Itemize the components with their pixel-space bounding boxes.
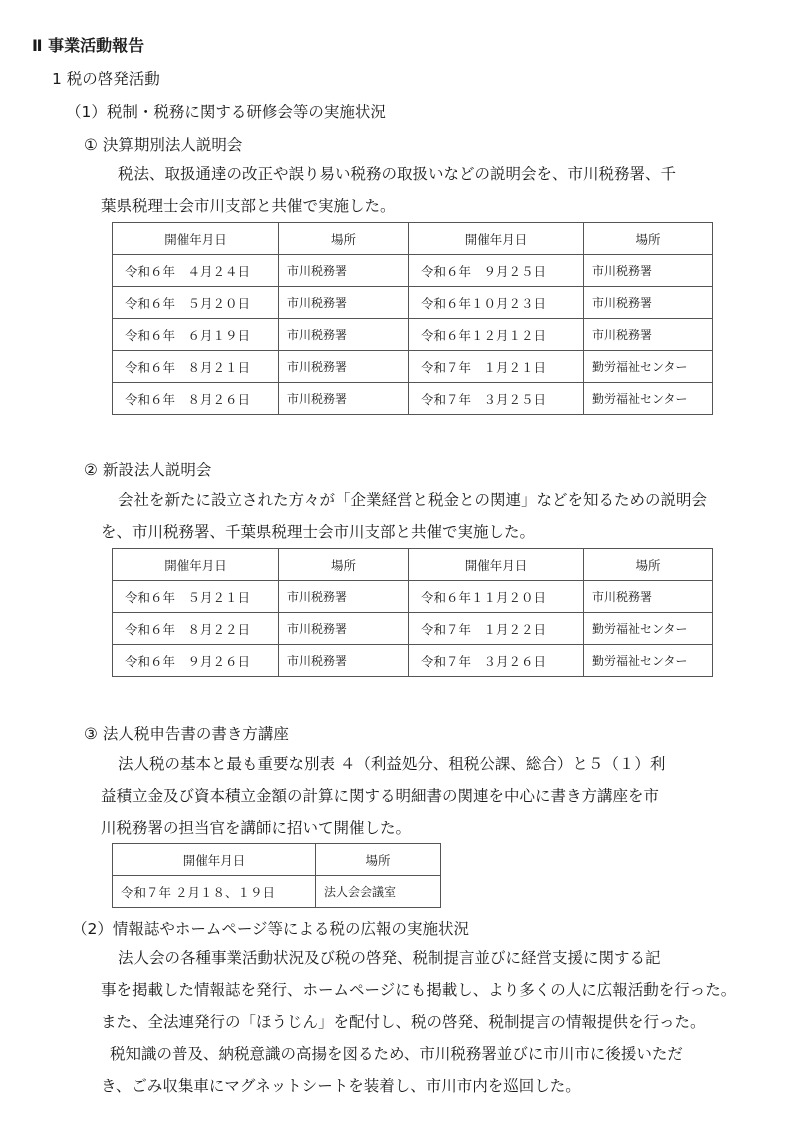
cell-date: 令和６年１２月１２日: [409, 319, 584, 351]
cell-date: 令和６年 ５月２０日: [113, 287, 279, 319]
cell-place: 市川税務署: [279, 613, 409, 645]
item-3-line-2: 益積立金及び資本積立金額の計算に関する明細書の関連を中心に書き方講座を市: [101, 787, 660, 805]
item-3-line-1: 法人税の基本と最も重要な別表 ４（利益処分、租税公課、総合）と５（１）利: [118, 755, 666, 773]
cell-place: 市川税務署: [584, 287, 713, 319]
cell-date: 令和７年 ３月２６日: [409, 645, 584, 677]
cell-place: 市川税務署: [279, 319, 409, 351]
section-heading: Ⅱ 事業活動報告: [32, 36, 145, 55]
cell-date: 令和６年 ５月２１日: [113, 581, 279, 613]
subsection-1-title: （1）税制・税務に関する研修会等の実施状況: [66, 103, 386, 121]
table-row: [113, 876, 441, 908]
cell-place: 勤労福祉センター: [584, 613, 713, 645]
item-1-line-1: 税法、取扱通達の改正や誤り易い税務の取扱いなどの説明会を、市川税務署、千: [118, 165, 677, 183]
header-place: 場所: [584, 549, 713, 581]
cell-place: 市川税務署: [279, 351, 409, 383]
cell-date: 令和６年 ９月２５日: [409, 255, 584, 287]
cell-date: 令和６年 ６月１９日: [113, 319, 279, 351]
cell-place: 勤労福祉センター: [584, 645, 713, 677]
cell-place: 市川税務署: [279, 581, 409, 613]
cell-date: 令和７年 １月２２日: [409, 613, 584, 645]
subsection-2-title: （2）情報誌やホームページ等による税の広報の実施状況: [72, 920, 470, 938]
table-row: [113, 255, 713, 287]
header-place: 場所: [279, 549, 409, 581]
item-2-line-1: 会社を新たに設立された方々が「企業経営と税金との関連」などを知るための説明会: [118, 491, 708, 509]
item-3-line-3: 川税務署の担当官を講師に招いて開催した。: [101, 819, 412, 837]
table-row: [113, 319, 713, 351]
item-1-line-2: 葉県税理士会市川支部と共催で実施した。: [101, 197, 396, 215]
cell-date: 令和６年 ４月２４日: [113, 255, 279, 287]
header-place: 場所: [584, 223, 713, 255]
sub2-line-1: 法人会の各種事業活動状況及び税の啓発、税制提言並びに経営支援に関する記: [118, 949, 661, 967]
section-1-title: 1 税の啓発活動: [52, 70, 160, 88]
cell-place: 法人会会議室: [316, 876, 441, 908]
sub2-line-2: 事を掲載した情報誌を発行、ホームページにも掲載し、より多くの人に広報活動を行った。: [101, 981, 737, 999]
sub2-line-4: 税知識の普及、納税意識の高揚を図るため、市川税務署並びに市川市に後援いただ: [110, 1045, 683, 1063]
cell-date: 令和６年 ９月２６日: [113, 645, 279, 677]
cell-date: 令和６年 ８月２１日: [113, 351, 279, 383]
item-3-title: ③ 法人税申告書の書き方講座: [84, 725, 289, 743]
sub2-line-3: また、全法連発行の「ほうじん」を配付し、税の啓発、税制提言の情報提供を行った。: [101, 1013, 706, 1031]
cell-date: 令和７年 ３月２５日: [409, 383, 584, 415]
cell-date: 令和６年１０月２３日: [409, 287, 584, 319]
header-date: 開催年月日: [113, 549, 279, 581]
header-date: 開催年月日: [409, 549, 584, 581]
item-2-title: ② 新設法人説明会: [84, 461, 212, 479]
table-header-row: [113, 549, 713, 581]
item-1-title: ① 決算期別法人説明会: [84, 136, 243, 154]
cell-date: 令和７年 １月２１日: [409, 351, 584, 383]
table-row: [113, 351, 713, 383]
cell-place: 市川税務署: [584, 319, 713, 351]
cell-place: 勤労福祉センター: [584, 351, 713, 383]
table-header-row: [113, 223, 713, 255]
cell-date: 令和７年 ２月１８、１９日: [113, 876, 316, 908]
table-1: [112, 222, 713, 415]
header-date: 開催年月日: [113, 223, 279, 255]
header-place: 場所: [279, 223, 409, 255]
header-date: 開催年月日: [409, 223, 584, 255]
cell-date: 令和６年１１月２０日: [409, 581, 584, 613]
cell-place: 市川税務署: [279, 255, 409, 287]
header-place: 場所: [316, 844, 441, 876]
cell-place: 市川税務署: [584, 581, 713, 613]
cell-date: 令和６年 ８月２６日: [113, 383, 279, 415]
sub2-line-5: き、ごみ収集車にマグネットシートを装着し、市川市内を巡回した。: [101, 1077, 581, 1095]
cell-place: 勤労福祉センター: [584, 383, 713, 415]
table-row: [113, 645, 713, 677]
cell-place: 市川税務署: [279, 287, 409, 319]
table-3: [112, 843, 441, 908]
cell-place: 市川税務署: [279, 383, 409, 415]
table-row: [113, 287, 713, 319]
cell-date: 令和６年 ８月２２日: [113, 613, 279, 645]
cell-place: 市川税務署: [279, 645, 409, 677]
table-row: [113, 383, 713, 415]
table-header-row: [113, 844, 441, 876]
table-2: [112, 548, 713, 677]
cell-place: 市川税務署: [584, 255, 713, 287]
table-row: [113, 581, 713, 613]
table-row: [113, 613, 713, 645]
item-2-line-2: を、市川税務署、千葉県税理士会市川支部と共催で実施した。: [101, 523, 536, 541]
header-date: 開催年月日: [113, 844, 316, 876]
